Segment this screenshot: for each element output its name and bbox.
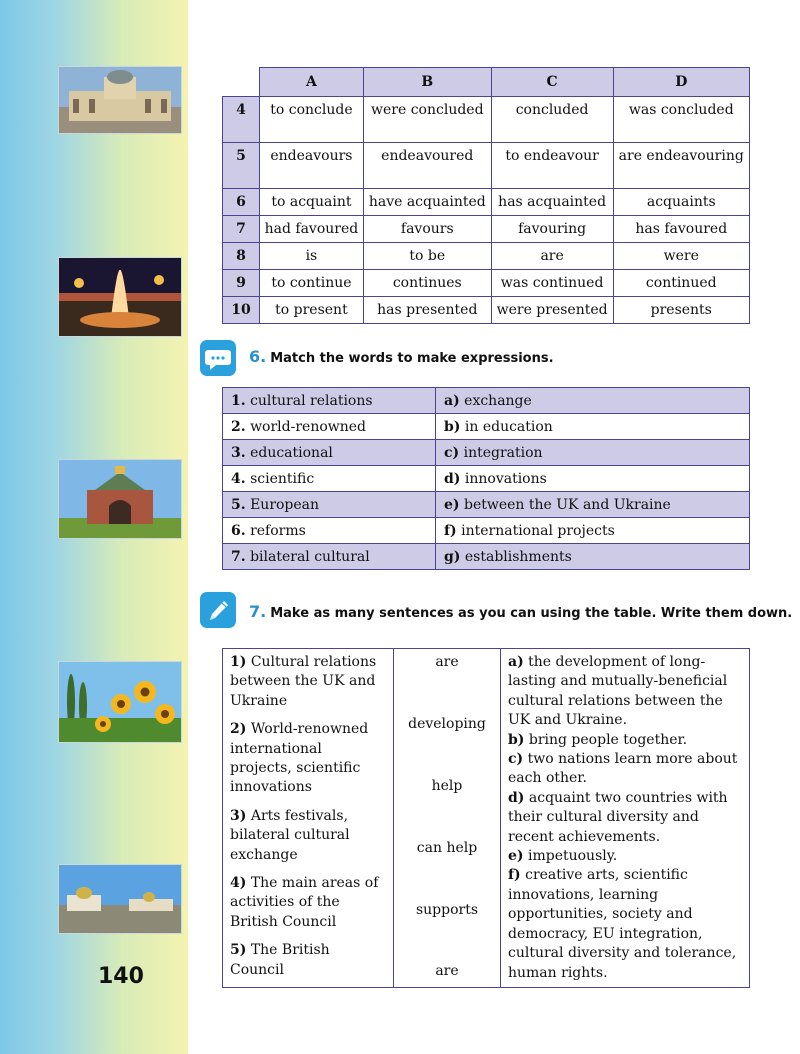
- left-phrase: [223, 544, 436, 570]
- column-header: D: [613, 68, 749, 97]
- subject-label: 3): [230, 807, 247, 824]
- page-number: 140: [98, 964, 144, 989]
- column-header: C: [491, 68, 613, 97]
- task6-instruction: Match the words to make expressions.: [270, 351, 554, 366]
- subject-label: 4): [230, 875, 247, 892]
- table-row: [223, 466, 750, 492]
- subject-text: Arts festivals, bilateral cultural exchange: [230, 807, 350, 863]
- table-row: [223, 189, 750, 216]
- left-label: 6.: [231, 522, 246, 539]
- right-text: in education: [464, 418, 553, 435]
- right-label: b): [444, 418, 461, 435]
- row-number: 8: [223, 243, 260, 270]
- option-b: has presented: [363, 297, 491, 324]
- left-phrase: [223, 388, 436, 414]
- option-c: was continued: [491, 270, 613, 297]
- option-a: to continue: [260, 270, 364, 297]
- ending-text: impetuously.: [527, 848, 618, 865]
- option-c: were presented: [491, 297, 613, 324]
- option-d: was concluded: [613, 97, 749, 143]
- row-number: 9: [223, 270, 260, 297]
- table-row: [223, 440, 750, 466]
- left-label: 5.: [231, 496, 246, 513]
- ending-item: [508, 866, 742, 982]
- speech-bubble-icon: [200, 340, 236, 376]
- left-label: 3.: [231, 444, 246, 461]
- option-c: are: [491, 243, 613, 270]
- subject-label: 1): [230, 654, 247, 670]
- right-label: g): [444, 548, 461, 565]
- subject-text: The main areas of activities of the British Council: [230, 875, 379, 930]
- right-text: innovations: [464, 470, 547, 487]
- option-a: to acquaint: [260, 189, 364, 216]
- table-row: [223, 388, 750, 414]
- ending-label: f): [508, 867, 521, 884]
- subject-item: [230, 653, 386, 711]
- table-row: [223, 544, 750, 570]
- pen-icon: [200, 592, 236, 628]
- option-a: had favoured: [260, 216, 364, 243]
- right-label: a): [444, 392, 460, 409]
- ending-label: c): [508, 751, 524, 768]
- task7-instruction: Make as many sentences as you can using the table. Write them down.: [270, 606, 793, 621]
- task6-number: 6.: [249, 347, 267, 366]
- option-c: favouring: [491, 216, 613, 243]
- grammar-table: [222, 67, 750, 324]
- sentence-table: [222, 648, 750, 988]
- subject-label: 2): [230, 721, 247, 738]
- table-row: [223, 216, 750, 243]
- corner-cell: [223, 68, 260, 97]
- subject-item: [230, 941, 386, 980]
- row-number: 5: [223, 143, 260, 189]
- right-phrase: [436, 518, 750, 544]
- right-text: between the UK and Ukraine: [463, 496, 671, 513]
- column-header: B: [363, 68, 491, 97]
- option-c: concluded: [491, 97, 613, 143]
- option-a: endeavours: [260, 143, 364, 189]
- option-b: endeavoured: [363, 143, 491, 189]
- row-number: 10: [223, 297, 260, 324]
- left-text: world-renowned: [250, 418, 367, 435]
- right-text: establishments: [464, 548, 572, 565]
- right-label: c): [444, 444, 460, 461]
- verbs-column: [394, 649, 501, 988]
- option-d: presents: [613, 297, 749, 324]
- subject-text: World-renowned international projects, scientific innovations: [230, 721, 369, 796]
- ending-item: [508, 731, 742, 750]
- option-b: were concluded: [363, 97, 491, 143]
- right-phrase: [436, 544, 750, 570]
- option-d: has favoured: [613, 216, 749, 243]
- subject-label: 5): [230, 942, 247, 959]
- ending-text: two nations learn more about each other.: [508, 751, 738, 787]
- match-table: [222, 387, 750, 570]
- option-c: to endeavour: [491, 143, 613, 189]
- right-phrase: [436, 492, 750, 518]
- ending-text: acquaint two countries with their cultural diversity and recent achievements.: [508, 789, 728, 845]
- option-a: to conclude: [260, 97, 364, 143]
- option-a: is: [260, 243, 364, 270]
- ending-text: bring people together.: [528, 731, 688, 748]
- subjects-column: [223, 649, 394, 988]
- table-row: [223, 492, 750, 518]
- verb-item: supports: [415, 902, 479, 918]
- left-text: bilateral cultural: [250, 548, 370, 565]
- sunflowers-photo: [58, 661, 182, 743]
- opera-house-photo: [58, 66, 182, 134]
- left-label: 1.: [231, 392, 246, 409]
- task7-number: 7.: [249, 602, 267, 621]
- left-phrase: [223, 466, 436, 492]
- right-phrase: [436, 466, 750, 492]
- ending-label: d): [508, 789, 525, 806]
- header-row: [223, 68, 750, 97]
- subject-item: [230, 720, 386, 798]
- left-label: 4.: [231, 470, 246, 487]
- subject-text: Cultural relations between the UK and Ukraine: [230, 654, 377, 709]
- ending-item: [508, 847, 742, 866]
- right-text: exchange: [464, 392, 532, 409]
- left-text: scientific: [250, 470, 315, 487]
- fountain-night-photo: [58, 257, 182, 337]
- right-phrase: [436, 414, 750, 440]
- ending-label: b): [508, 731, 525, 748]
- option-d: are endeavouring: [613, 143, 749, 189]
- monastery-photo: [58, 864, 182, 934]
- table-row: [223, 649, 750, 988]
- verb-item: are: [435, 654, 459, 670]
- left-text: cultural relations: [250, 392, 373, 409]
- ending-item: [508, 653, 742, 731]
- verb-item: are: [435, 963, 459, 979]
- option-b: to be: [363, 243, 491, 270]
- row-number: 7: [223, 216, 260, 243]
- left-phrase: [223, 414, 436, 440]
- verb-item: can help: [416, 840, 478, 856]
- option-b: continues: [363, 270, 491, 297]
- verb-item: developing: [408, 716, 486, 732]
- option-b: have acquainted: [363, 189, 491, 216]
- table-row: [223, 414, 750, 440]
- option-c: has acquainted: [491, 189, 613, 216]
- left-phrase: [223, 492, 436, 518]
- table-row: [223, 297, 750, 324]
- ending-item: [508, 750, 742, 789]
- table-row: [223, 97, 750, 143]
- table-row: [223, 270, 750, 297]
- option-b: favours: [363, 216, 491, 243]
- ending-item: [508, 789, 742, 847]
- row-number: 4: [223, 97, 260, 143]
- task6-title: [249, 347, 554, 366]
- left-phrase: [223, 440, 436, 466]
- ending-label: e): [508, 848, 524, 865]
- option-d: continued: [613, 270, 749, 297]
- left-text: European: [250, 496, 320, 513]
- subject-text: The British Council: [230, 942, 330, 978]
- option-d: acquaints: [613, 189, 749, 216]
- subject-item: [230, 807, 386, 865]
- row-number: 6: [223, 189, 260, 216]
- endings-column: [501, 649, 750, 988]
- ending-text: the development of long-lasting and mutually-beneficial cultural relations between the UK and Ukraine.: [508, 654, 728, 729]
- left-text: educational: [250, 444, 333, 461]
- right-label: e): [444, 496, 460, 513]
- ending-text: creative arts, scientific innovations, learning opportunities, society and democracy, EU integration, cultural diversity and tolerance, human rights.: [508, 867, 737, 981]
- left-phrase: [223, 518, 436, 544]
- right-text: international projects: [461, 522, 615, 539]
- right-text: integration: [463, 444, 543, 461]
- option-a: to present: [260, 297, 364, 324]
- golden-gate-photo: [58, 459, 182, 539]
- left-label: 2.: [231, 418, 246, 435]
- right-label: d): [444, 470, 461, 487]
- subject-item: [230, 874, 386, 932]
- task7-title: [249, 602, 792, 621]
- verb-item: help: [431, 778, 463, 794]
- ending-label: a): [508, 654, 524, 670]
- right-phrase: [436, 388, 750, 414]
- option-d: were: [613, 243, 749, 270]
- left-label: 7.: [231, 548, 246, 565]
- column-header: A: [260, 68, 364, 97]
- right-phrase: [436, 440, 750, 466]
- table-row: [223, 518, 750, 544]
- table-row: [223, 143, 750, 189]
- left-text: reforms: [250, 522, 306, 539]
- table-row: [223, 243, 750, 270]
- right-label: f): [444, 522, 457, 539]
